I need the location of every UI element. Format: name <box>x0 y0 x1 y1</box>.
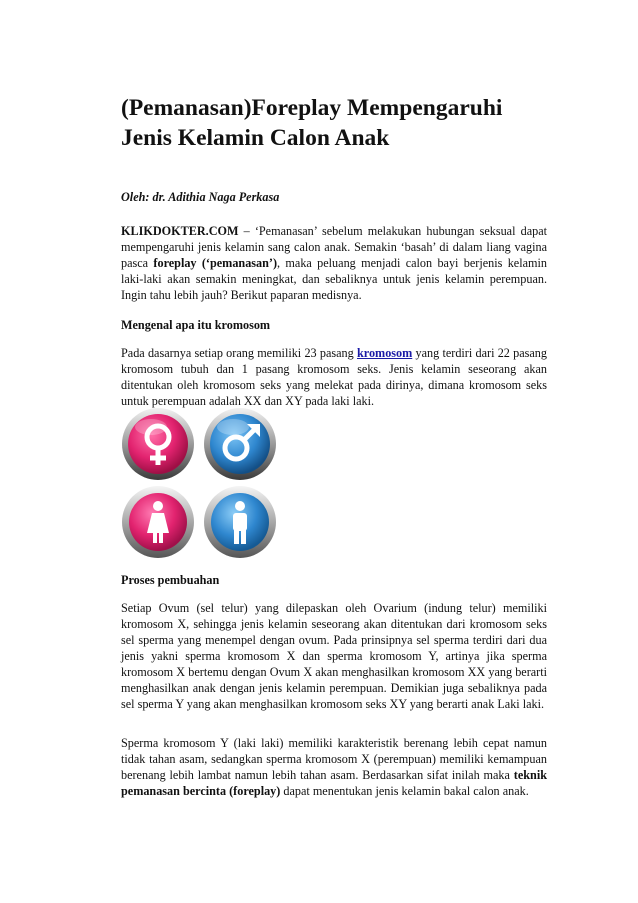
kromosom-link[interactable]: kromosom <box>356 346 413 360</box>
male-person-icon <box>203 485 277 559</box>
source-label: KLIKDOKTER.COM <box>121 224 239 238</box>
male-symbol-icon <box>203 407 277 481</box>
pembuahan-paragraph-2 <box>121 735 547 799</box>
para2-text-b: dapat menentukan jenis kelamin bakal calon anak. <box>280 784 529 798</box>
page-title <box>121 93 561 153</box>
female-symbol-icon <box>121 407 195 481</box>
kromosom-text-b: yang terdiri dari 22 pasang kromosom tubuh dan 1 pasang kromosom seks. Jenis kelamin seseorang akan ditentukan oleh kromosom seks yang melekat pada dirinya, dimana kromosom seks untuk perempuan adalah XX dan XY pada laki laki. <box>121 346 547 408</box>
pembuahan-paragraph-1: Setiap Ovum (sel telur) yang dilepaskan oleh Ovarium (indung telur) memiliki kromosom X, sehingga jenis kelamin seseorang akan ditentukan dari kromosom seks sel sperma yang menempel dengan ovum. Pada prinsipnya sel sperma terdiri dari dua jenis yakni sperma kromosom X dan sperma kromosom Y, artinya jika sperma kromosom X bertemu dengan Ovum X akan menghasilkan kromosom XX yang berarti menghasilkan anak dengan jenis kelamin perempuan. Demikian juga sebaliknya pada sel sperma Y yang akan menghasilkan kromosom seks XY yang berarti anak Laki laki. <box>121 601 547 711</box>
title-line-2: Jenis Kelamin Calon Anak <box>121 125 390 151</box>
section-heading-kromosom: Mengenal apa itu kromosom <box>121 318 271 332</box>
intro-text-b: , maka peluang menjadi calon bayi berjenis kelamin laki-laki akan semakin meningkat, dan sebaliknya untuk jenis kelamin perempuan. Ingin tahu lebih jauh? Berikut paparan medisnya. <box>121 256 547 302</box>
para2-text-a: Sperma kromosom Y (laki laki) memiliki karakteristik berenang lebih cepat namun tidak tahan asam, sedangkan sperma kromosom X (perempuan) memiliki kemampuan berenang lebih lambat namun lebih tahan asam. Berdasarkan sifat inilah maka <box>121 736 547 782</box>
title-line-1: (Pemanasan)Foreplay Mempengaruhi <box>121 95 503 121</box>
kromosom-paragraph <box>121 345 547 409</box>
intro-text-a: – ‘Pemanasan’ sebelum melakukan hubungan seksual dapat mempengaruhi jenis kelamin sang calon anak. Semakin ‘basah’ di dalam liang vagina pasca <box>121 224 547 270</box>
female-person-icon <box>121 485 195 559</box>
author-byline: Oleh: dr. Adithia Naga Perkasa <box>121 190 280 204</box>
para2-bold: teknik pemanasan bercinta (foreplay) <box>121 768 547 798</box>
kromosom-text-a: Pada dasarnya setiap orang memiliki 23 pasang <box>121 346 357 360</box>
section-heading-pembuahan: Proses pembuahan <box>121 573 220 587</box>
intro-bold: foreplay (‘pemanasan’) <box>153 256 278 270</box>
intro-paragraph <box>121 223 547 303</box>
gender-icons-image <box>121 407 281 559</box>
